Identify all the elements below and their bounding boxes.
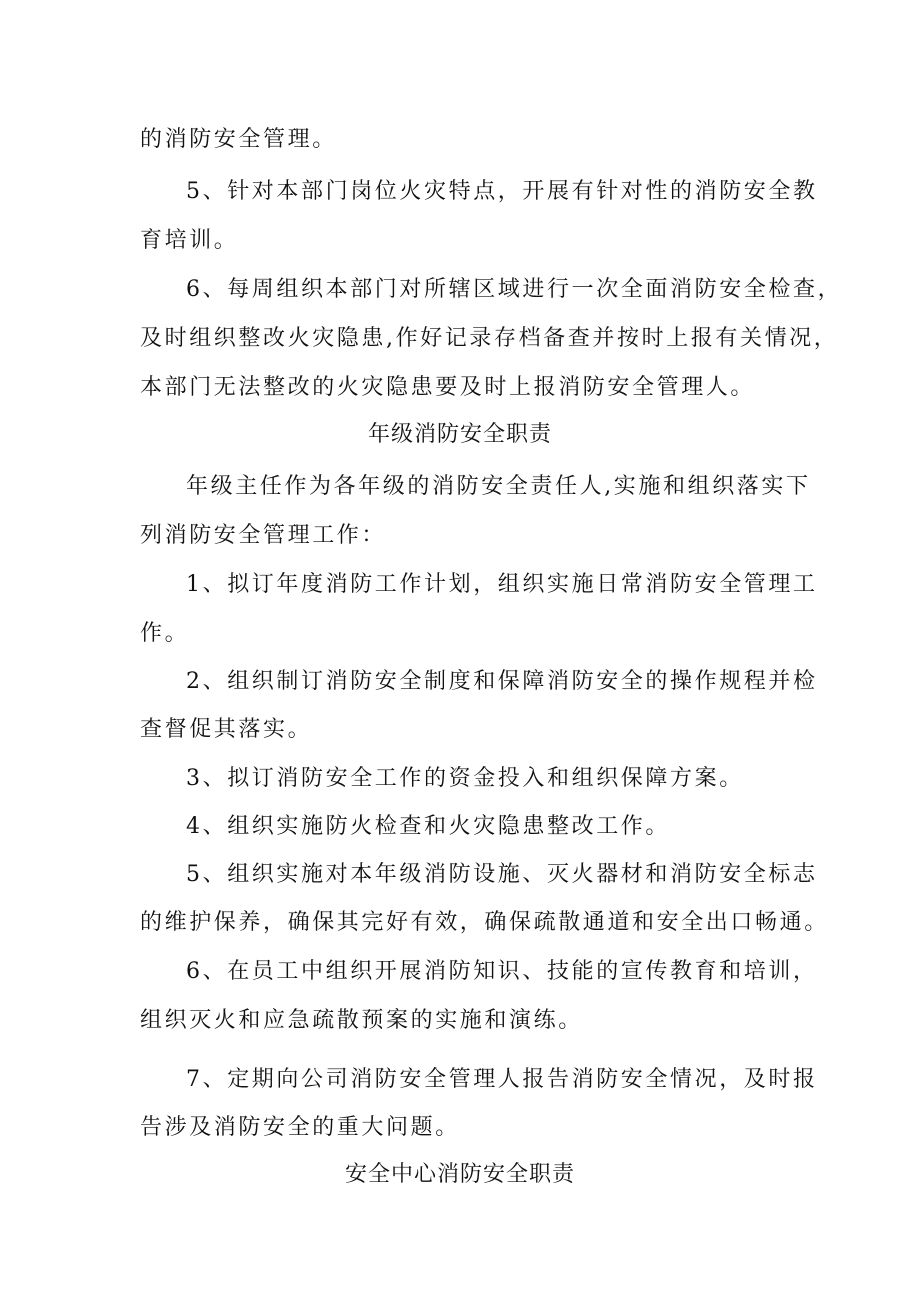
section-title-center: 安全中心消防安全职责 [344, 1162, 575, 1187]
paragraph-line: 1、拟订年度消防工作计划，组织实施日常消防安全管理工 [186, 572, 818, 597]
paragraph-line: 3、拟订消防安全工作的资金投入和组织保障方案。 [186, 766, 744, 791]
paragraph-line: 年级主任作为各年级的消防安全责任人,实施和组织落实下 [186, 474, 811, 499]
paragraph-line: 查督促其落实。 [140, 717, 313, 742]
paragraph-line: 作。 [140, 621, 190, 646]
section-title-grade: 年级消防安全职责 [367, 422, 552, 447]
paragraph-line: 本部门无法整改的火灾隐患要及时上报消防安全管理人。 [140, 375, 756, 400]
paragraph-line: 的维护保养，确保其完好有效，确保疏散通道和安全出口畅通。 [140, 910, 829, 935]
paragraph-line: 2、组织制订消防安全制度和保障消防安全的操作规程并检 [186, 669, 818, 694]
paragraph-line: 7、定期向公司消防安全管理人报告消防安全情况，及时报 [186, 1067, 818, 1092]
paragraph-line: 5、针对本部门岗位火灾特点，开展有针对性的消防安全教 [186, 179, 818, 204]
paragraph-line: 的消防安全管理。 [140, 127, 337, 152]
paragraph-line: 6、在员工中组织开展消防知识、技能的宣传教育和培训， [186, 959, 818, 984]
paragraph-line: 组织灭火和应急疏散预案的实施和演练。 [140, 1008, 583, 1033]
paragraph-line: 及时组织整改火灾隐患,作好记录存档备查并按时上报有关情况， [140, 326, 839, 351]
paragraph-line: 育培训。 [140, 228, 239, 253]
paragraph-line: 列消防安全管理工作： [140, 523, 387, 548]
paragraph-line: 告涉及消防安全的重大问题。 [140, 1115, 460, 1140]
paragraph-line: 4、组织实施防火检查和火灾隐患整改工作。 [186, 814, 670, 839]
paragraph-line: 5、组织实施对本年级消防设施、灭火器材和消防安全标志 [186, 862, 818, 887]
paragraph-line: 6、每周组织本部门对所辖区域进行一次全面消防安全检查， [186, 277, 843, 302]
